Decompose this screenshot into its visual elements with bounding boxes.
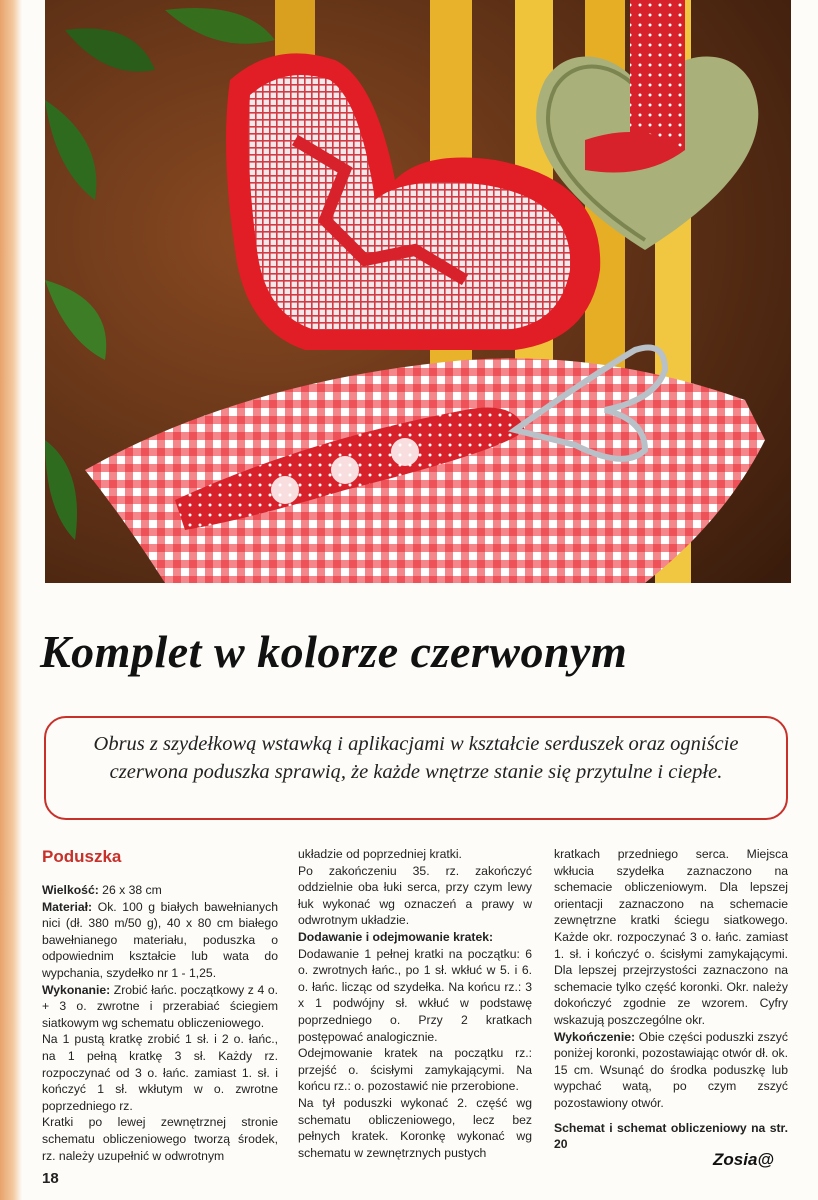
col2-heading [298,929,532,946]
exec-label: Wykonanie: [42,982,111,997]
col2-paragraph-1: układzie od poprzedniej kratki. [298,847,462,861]
col2-paragraph-3: Dodawanie 1 pełnej kratki na początku: 6 o. zwrotnych łańc., po 1 sł. wkłuć w 5. i 6. o. łańc. licząc od szydełka. Na końcu rz.: 3 x 1 podwójny sł. wkłuć w podstawę poprzedniego o. Przy 2 kratkach postępować analogicznie. [298,946,532,1044]
exec-paragraph [42,982,278,1032]
signature: Zosia@ [713,1150,774,1169]
size-label: Wielkość: [42,883,99,897]
finish-text: Obie części poduszki zszyć poniżej koronki, pozostawiając otwór dł. ok. 15 cm. Wsunąć do środka poduszkę lub wypchać watą, po czym zszyć pozostawiony otwór. [554,1029,788,1110]
product-photo [45,0,791,583]
col2-heading-text: Dodawanie i odejmowanie kratek: [298,929,494,944]
finish-label: Wykończenie: [554,1029,636,1044]
finish-paragraph [554,1029,788,1112]
section-title: Poduszka [42,847,122,866]
page-edge-stripe [0,0,22,1200]
heart-pillow-illustration [45,0,791,583]
col2-paragraph-4: Odejmowanie kratek na początku rz.: przejść o. ścisłymi zamykającymi. Na końcu rz.: o. pozostawić nie przerobione. [298,1046,532,1094]
material-text: Ok. 100 g białych bawełnianych nici (dł. 380 m/50 g), 40 x 80 cm białego bawełnianego materiału, poduszka o odpowiednim kształcie lub wata do wypchania, szydełko nr 1 - 1,25. [42,899,278,980]
size-text: 26 x 38 cm [98,883,162,897]
col3-paragraph-1: kratkach przedniego serca. Miejsca wkłucia szydełka zaznaczono na schemacie obliczeniowym. Dla lepszej orientacji zaznaczono na schemacie zewnętrzne kratki ściegu siatkowego. Każde okr. rozpoczynać 3 o. łańc. zamiast 1. sł. i kończyć o. ścisłymi zamykającymi. Dla lepszej przejrzystości zaznaczono na schemacie tylko część koronki. Okr. należy dokończyć zgodnie ze wzorem. Cyfry wskazują poszczególne okr. [554,847,788,1027]
column-1 [42,846,278,1164]
size-paragraph [42,882,278,899]
material-label: Materiał: [42,899,93,914]
column-2 [298,846,532,1161]
col2-paragraph-2: Po zakończeniu 35. rz. zakończyć oddzielnie oba łuki serca, przy czym lewy łuk wykonać wg oznaczeń a prawy w odwrotnym układzie. [298,863,532,928]
schema-reference: Schemat i schemat obliczeniowy na str. 20 [554,1120,788,1152]
column-3 [554,846,788,1153]
intro-box [44,716,788,820]
col1-paragraph-3: Kratki po lewej zewnętrznej stronie schematu obliczeniowego tworzą środek, rz. należy uzupełnić w odwrotnym [42,1115,278,1163]
page-title: Komplet w kolorze czerwonym [40,626,628,677]
intro-text: Obrus z szydełkową wstawką i aplikacjami w kształcie serduszek oraz ogniście czerwona poduszka sprawią, że każde wnętrze stanie się przytulne i ciepłe. [93,733,739,783]
col2-paragraph-5: Na tył poduszki wykonać 2. część wg schematu obliczeniowego, lecz bez pełnych kratek. Koronkę wykonać wg schematu w zewnętrznych pustych [298,1095,532,1160]
col1-paragraph-2: Na 1 pustą kratkę zrobić 1 sł. i 2 o. łańc., na 1 pełną kratkę 3 sł. Każdy rz. rozpoczynać od 3 o. łańc. zamiast 1. sł. i kończyć 1 sł. wkłutym w o. zwrotne poprzedniego rz. [42,1032,278,1113]
material-paragraph [42,899,278,982]
page-number: 18 [42,1170,59,1187]
exec-text: Zrobić łańc. początkowy z 4 o. + 3 o. zwrotne i przerabiać ściegiem siatkowym wg schematu obliczeniowego. [42,982,278,1030]
